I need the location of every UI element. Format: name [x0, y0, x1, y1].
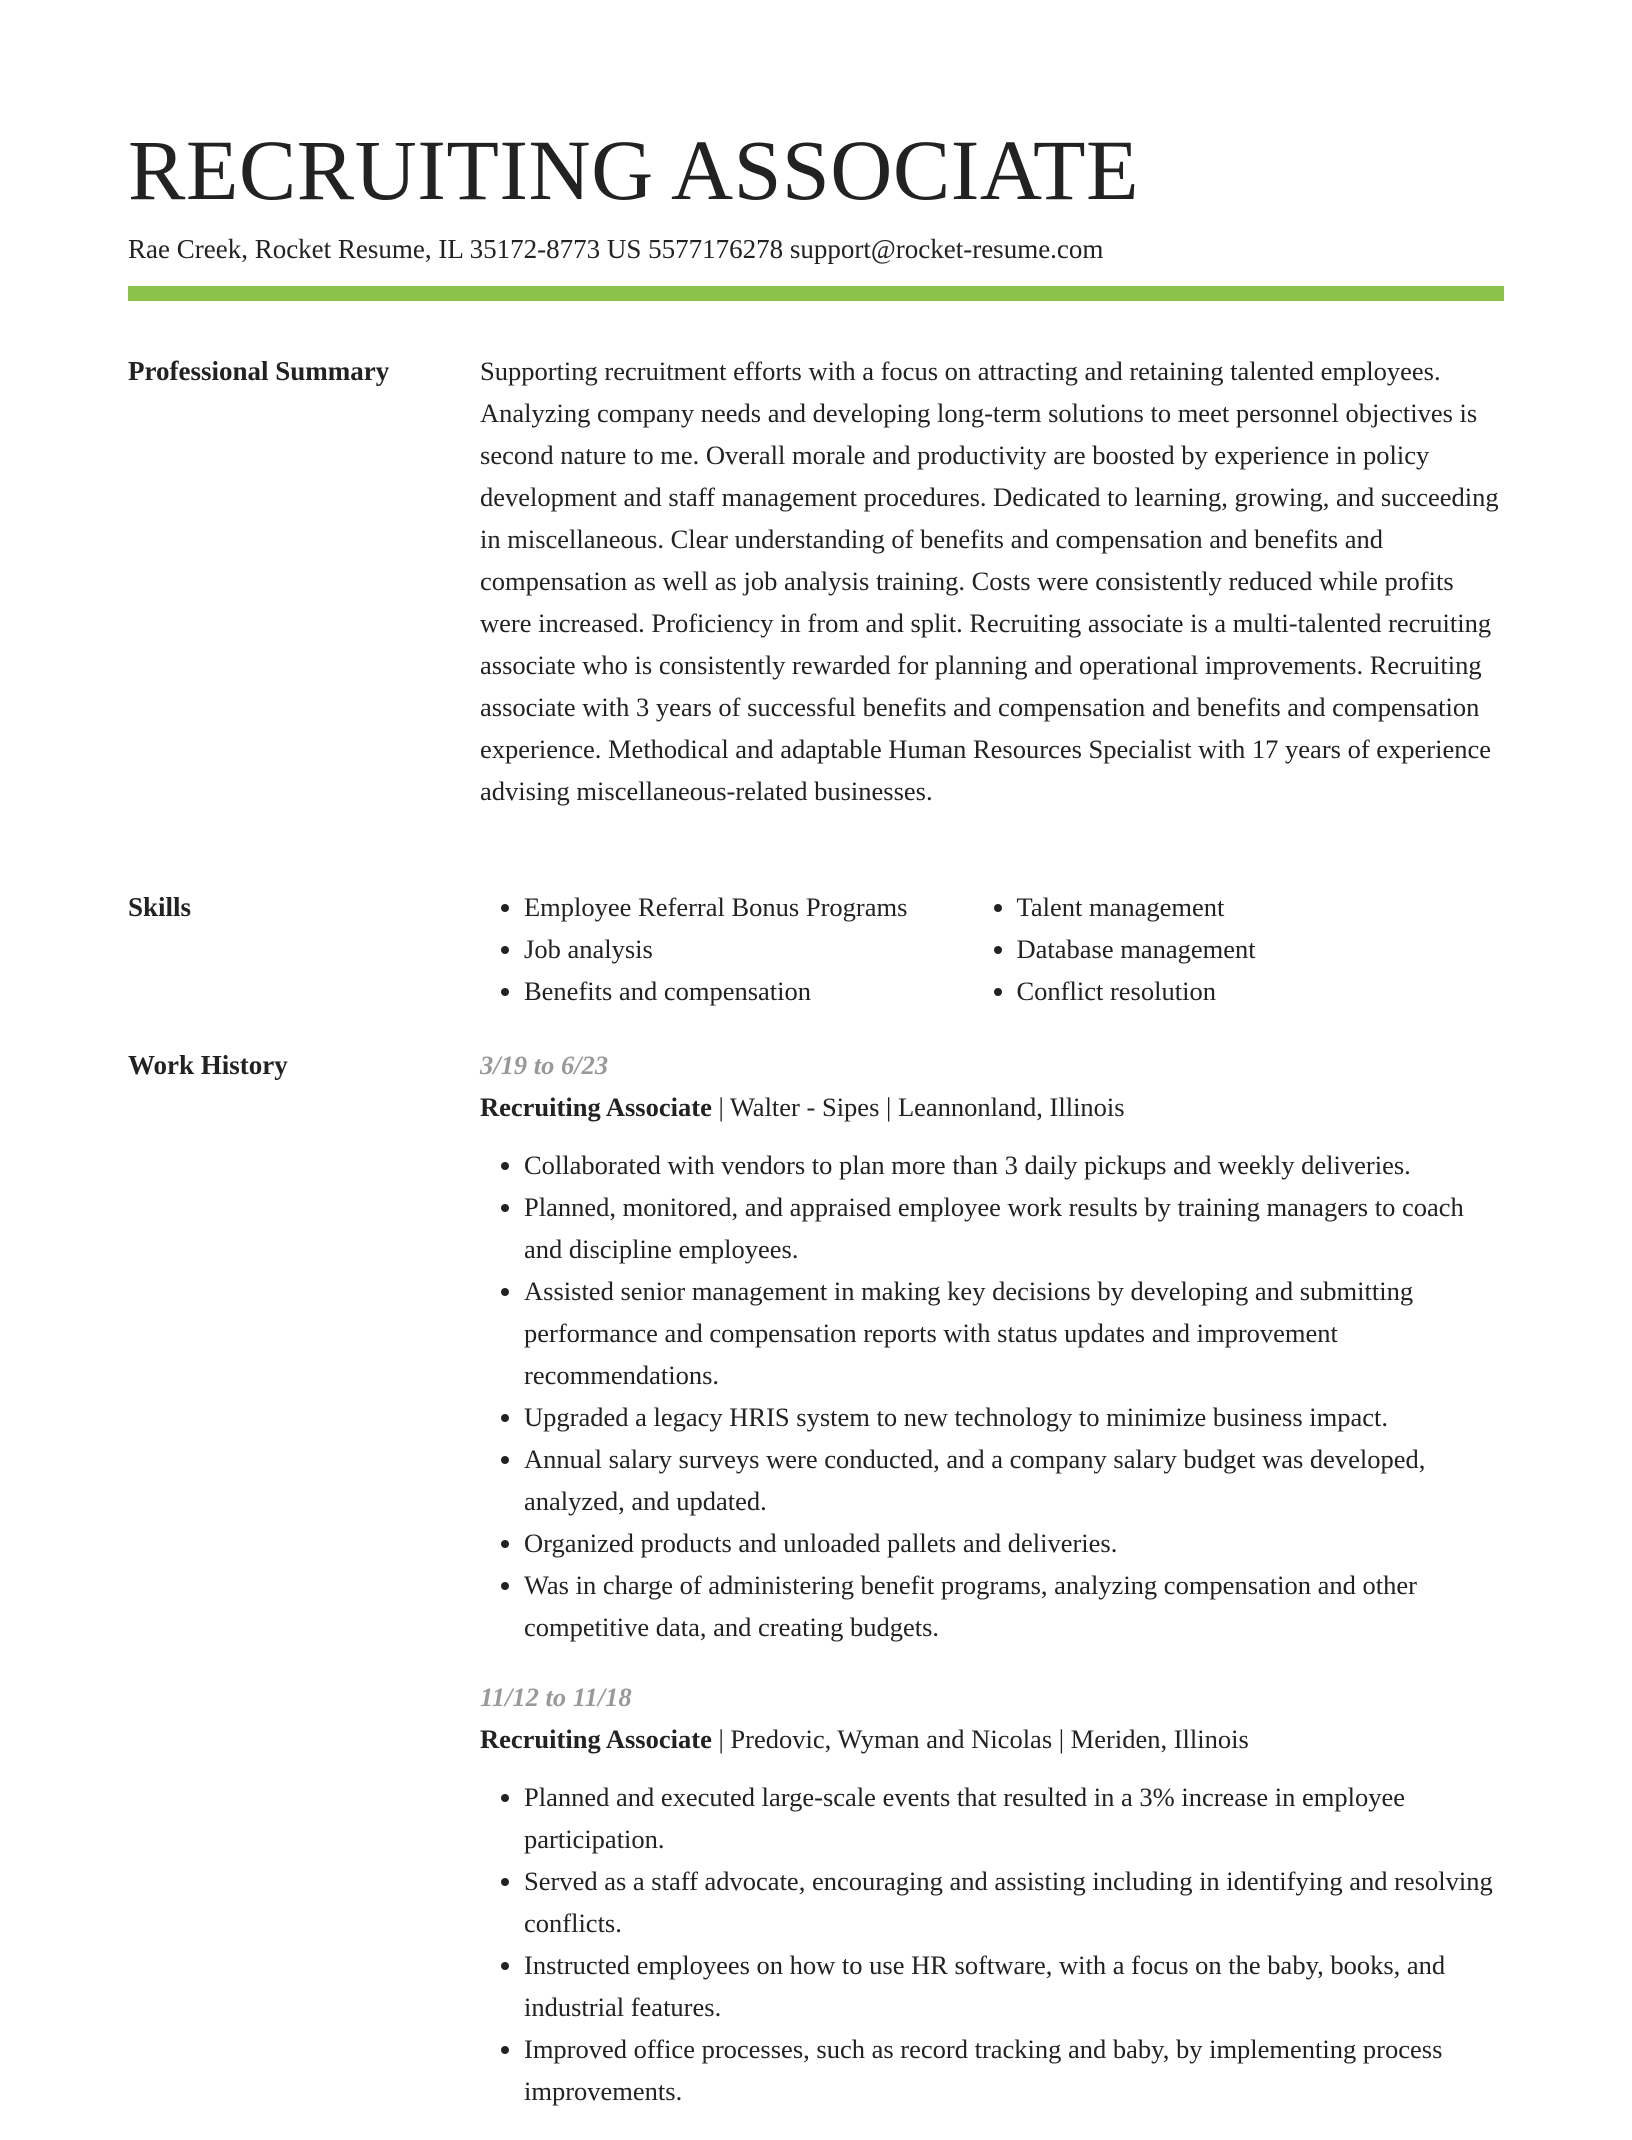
- job-bullets: [480, 1776, 1504, 2112]
- job-bullet: • Annual salary surveys were conducted, and a company salary budget was developed, analyzed, and updated.: [524, 1438, 1504, 1522]
- job-details: | Predovic, Wyman and Nicolas | Meriden, Illinois: [711, 1724, 1249, 1754]
- job-dates: 11/12 to 11/18: [480, 1682, 632, 1712]
- header-divider: [128, 286, 1504, 301]
- summary-label: Professional Summary: [128, 356, 390, 386]
- summary-section: [480, 350, 1504, 812]
- job-bullet: • Assisted senior management in making key decisions by developing and submitting performance and compensation reports with status updates and improvement recommendations.: [524, 1270, 1504, 1396]
- skill-item: • Talent management: [1017, 886, 1505, 928]
- job-heading: [480, 1086, 1504, 1128]
- work-history-label: Work History: [128, 1050, 288, 1080]
- job-bullet: • Collaborated with vendors to plan more than 3 daily pickups and weekly deliveries.: [524, 1144, 1504, 1186]
- job-bullet: • Upgraded a legacy HRIS system to new technology to minimize business impact.: [524, 1396, 1504, 1438]
- skill-item: • Conflict resolution: [1017, 970, 1505, 1012]
- job-bullet: • Planned, monitored, and appraised employee work results by training managers to coach and discipline employees.: [524, 1186, 1504, 1270]
- job-bullet: • Organized products and unloaded pallets and deliveries.: [524, 1522, 1504, 1564]
- skill-item: • Database management: [1017, 928, 1505, 970]
- job-title: Recruiting Associate: [480, 1092, 712, 1122]
- work-history-section: [480, 1044, 1504, 2140]
- resume-title: RECRUITING ASSOCIATE: [128, 122, 1140, 218]
- job-title: Recruiting Associate: [480, 1724, 712, 1754]
- skills-section: [480, 886, 1504, 1012]
- job-bullet: • Improved office processes, such as record tracking and baby, by implementing process improvements.: [524, 2028, 1504, 2112]
- job-bullet: • Instructed employees on how to use HR software, with a focus on the baby, books, and industrial features.: [524, 1944, 1504, 2028]
- job-entry: [480, 1676, 1504, 2112]
- skills-list-col1: [480, 886, 973, 1012]
- skill-item: • Benefits and compensation: [524, 970, 973, 1012]
- summary-text: Supporting recruitment efforts with a focus on attracting and retaining talented employees. Analyzing company needs and developing long-term solutions to meet personnel objectives is second nature to me. Overall morale and productivity are boosted by experience in policy development and staff management procedures. Dedicated to learning, growing, and succeeding in miscellaneous. Clear understanding of benefits and compensation and benefits and compensation as well as job analysis training. Costs were consistently reduced while profits were increased. Proficiency in from and split. Recruiting associate is a multi-talented recruiting associate who is consistently rewarded for planning and operational improvements. Recruiting associate with 3 years of successful benefits and compensation and benefits and compensation experience. Methodical and adaptable Human Resources Specialist with 17 years of experience advising miscellaneous-related businesses.: [480, 356, 1499, 806]
- skills-list-col2: [973, 886, 1505, 1012]
- job-heading: [480, 1718, 1504, 1760]
- job-details: | Walter - Sipes | Leannonland, Illinois: [711, 1092, 1125, 1122]
- skill-item: • Employee Referral Bonus Programs: [524, 886, 973, 928]
- contact-line: Rae Creek, Rocket Resume, IL 35172-8773 US 5577176278 support@rocket-resume.com: [128, 234, 1104, 264]
- job-bullet: • Was in charge of administering benefit programs, analyzing compensation and other competitive data, and creating budgets.: [524, 1564, 1504, 1648]
- job-bullet: • Planned and executed large-scale events that resulted in a 3% increase in employee participation.: [524, 1776, 1504, 1860]
- job-dates: 3/19 to 6/23: [480, 1050, 609, 1080]
- job-bullet: • Served as a staff advocate, encouraging and assisting including in identifying and resolving conflicts.: [524, 1860, 1504, 1944]
- skills-label: Skills: [128, 892, 192, 922]
- job-entry: [480, 1044, 1504, 1648]
- skill-item: • Job analysis: [524, 928, 973, 970]
- job-bullets: [480, 1144, 1504, 1648]
